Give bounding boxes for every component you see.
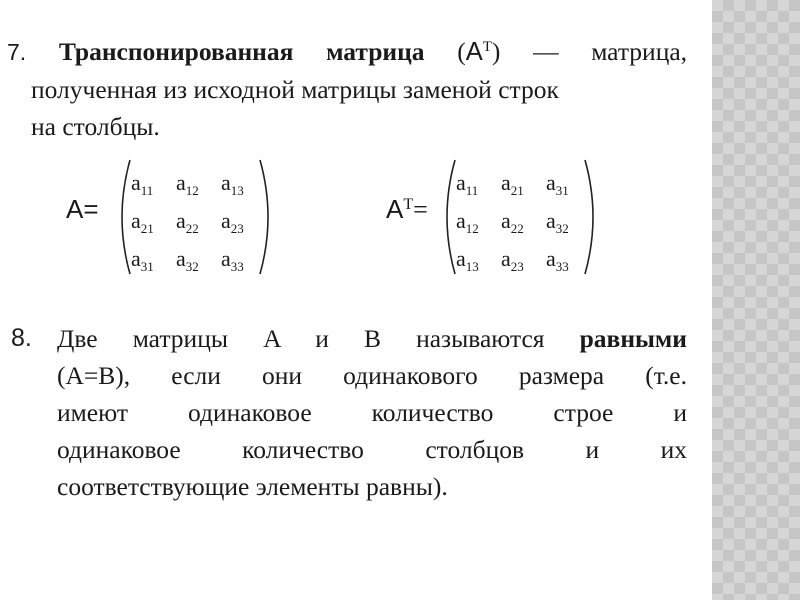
matrix-a-element-index: 33 [230,259,244,274]
matrix-at-element-base: a [501,246,511,271]
matrix-a-element-base: a [221,246,231,271]
matrix-at [456,168,591,282]
matrix-a-row [131,206,266,244]
term-transposed-matrix: Транспонированная матрица [58,37,425,66]
matrix-at-left-paren [437,158,457,276]
decorative-side-pattern [712,0,800,600]
definition-line-3: на столбцы. [31,112,160,141]
definition-line-2: полученная из исходной матрицы заменой строк [31,75,559,104]
definition-equal-matrices [57,320,687,505]
matrix-at-element-index: 21 [510,183,524,198]
matrix-at-row [456,244,591,282]
matrix-at-element [501,168,546,206]
definition-8-line-2: (A=B), если они одинакового размера (т.е. [57,361,687,390]
matrix-a-element [176,244,221,282]
matrix-a-element-index: 13 [230,183,244,198]
matrix-a-element-index: 32 [185,259,199,274]
matrix-a-row [131,168,266,206]
matrix-a-element-base: a [221,170,231,195]
matrix-at-element-index: 32 [555,221,569,236]
definition-line-1-rest: — матрица, [533,37,688,66]
matrix-a-element-index: 11 [140,183,154,198]
definition-8-line-5: соответствующие элементы равны). [57,472,448,501]
matrix-at-element [501,206,546,244]
matrix-a-element-base: a [221,208,231,233]
matrix-at-element [456,244,501,282]
matrix-at-element-base: a [546,170,556,195]
matrix-a-element-base: a [176,246,186,271]
matrix-at-element-base: a [456,170,466,195]
matrix-a-element [131,206,176,244]
notation-open-paren: ( [457,37,466,66]
matrix-a-element-index: 31 [140,259,154,274]
matrix-at-right-paren [583,158,603,276]
matrix-a-element-base: a [131,246,141,271]
matrix-at-element-base: a [456,208,466,233]
matrix-a-element-index: 22 [185,221,199,236]
matrix-a-label: A= [66,194,99,224]
definition-8-line-1 [57,320,687,357]
item-number-8: 8. [11,324,32,352]
matrix-a-element [131,168,176,206]
matrix-at-element-base: a [501,170,511,195]
matrix-at-element-index: 33 [555,259,569,274]
matrix-a-element [176,206,221,244]
matrix-a-element-index: 12 [185,183,199,198]
definition-line-1 [7,29,687,71]
matrix-at-element-index: 12 [465,221,479,236]
matrix-a-element [176,168,221,206]
matrix-at-element [501,244,546,282]
matrix-at-label-letter: A [386,194,404,224]
matrix-a-row [131,244,266,282]
matrix-a-element-base: a [131,208,141,233]
matrix-a-element-base: a [176,170,186,195]
matrix-at-row [456,168,591,206]
term-equal: равными [579,324,687,353]
matrix-a-element-index: 23 [230,221,244,236]
matrix-a-element [131,244,176,282]
item-number-7: 7. [7,39,27,65]
matrix-at-element [456,206,501,244]
matrix-at-element-index: 22 [510,221,524,236]
matrix-at-element-index: 23 [510,259,524,274]
matrix-at-row [456,206,591,244]
matrix-at-element-base: a [546,246,556,271]
notation-sup: T [482,39,492,55]
matrix-at-element-base: a [546,208,556,233]
matrix-a [131,168,266,282]
matrix-at-element-index: 31 [555,183,569,198]
matrix-at-label-sup: T [403,196,414,213]
definition-8-line-1-text: Две матрицы A и B называются [57,324,545,353]
matrix-at-element-index: 13 [465,259,479,274]
matrix-a-element-base: a [131,170,141,195]
definition-8-line-4: одинаковое количество столбцов и их [57,435,687,464]
definition-8-line-3: имеют одинаковое количество строе и [57,398,687,427]
matrix-at-element-index: 11 [465,183,479,198]
matrix-at-element-base: a [456,246,466,271]
matrix-at-label [386,194,428,225]
matrix-a-element-base: a [176,208,186,233]
notation-close-paren: ) [491,37,501,66]
definition-transposed-matrix [7,29,687,145]
matrix-at-element [456,168,501,206]
matrix-at-label-eq: = [413,195,428,224]
matrix-at-element-base: a [501,208,511,233]
matrix-a-left-paren [112,158,132,276]
notation-letter: A [465,38,483,66]
matrix-a-element-index: 21 [140,221,154,236]
matrix-a-right-paren [258,158,278,276]
